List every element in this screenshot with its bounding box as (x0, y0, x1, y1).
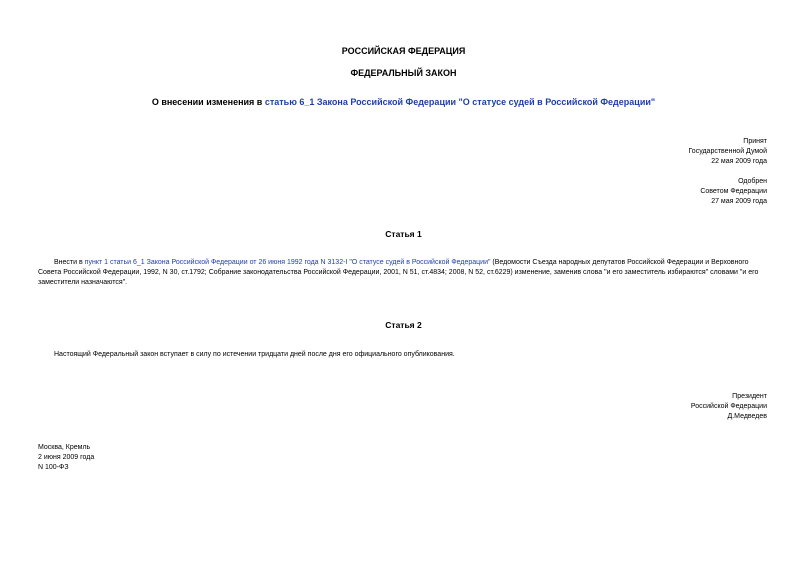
approved-label: Одобрен (738, 178, 767, 185)
article-1-link[interactable]: пункт 1 статьи 6_1 Закона Российской Федерации от 26 июня 1992 года N 3132-I "О статусе судей в Российской Федерации" (84, 259, 491, 266)
signature-title: Президент (732, 393, 767, 400)
law-type-heading: ФЕДЕРАЛЬНЫЙ ЗАКОН (350, 68, 457, 78)
approved-by: Советом Федерации (700, 188, 767, 195)
law-title-link[interactable]: статью 6_1 Закона Российской Федерации "О статусе судей в Российской Федерации" (264, 97, 656, 107)
article-1-rest: (Ведомости Съезда народных депутатов Российской Федерации и Верховного Совета Российской Федерации, 1992, N 30, ст.1792; Собрание законодательства Российской Федерации, 2001, N 51, ст.4834; 2008, N 52, ст.6229) изменение, заменив слова "и его заместитель избираются" словами "и его заместители назначаются". (38, 259, 759, 286)
article-2-heading: Статья 2 (385, 320, 422, 330)
approved-block (700, 177, 767, 207)
signature-country: Российской Федерации (690, 403, 767, 410)
article-2-text: Настоящий Федеральный закон вступает в силу по истечении тридцати дней после дня его официального опубликования. (54, 351, 455, 358)
signature-name: Д.Медведев (727, 413, 767, 420)
article-1-heading: Статья 1 (385, 229, 422, 239)
signature-block (691, 392, 767, 422)
article-1-text (38, 258, 768, 288)
law-title (0, 97, 807, 107)
footer-block (38, 443, 94, 473)
adopted-block (688, 137, 767, 167)
footer-number: N 100-ФЗ (38, 464, 69, 471)
adopted-by: Государственной Думой (688, 148, 767, 155)
article-1-prefix: Внести в (54, 259, 85, 266)
adopted-date: 22 мая 2009 года (711, 158, 767, 165)
law-title-prefix: О внесении изменения в (151, 97, 265, 107)
footer-date: 2 июня 2009 года (38, 454, 95, 461)
adopted-label: Принят (743, 138, 767, 145)
approved-date: 27 мая 2009 года (711, 198, 767, 205)
country-heading: РОССИЙСКАЯ ФЕДЕРАЦИЯ (341, 46, 466, 56)
footer-place: Москва, Кремль (38, 444, 91, 451)
